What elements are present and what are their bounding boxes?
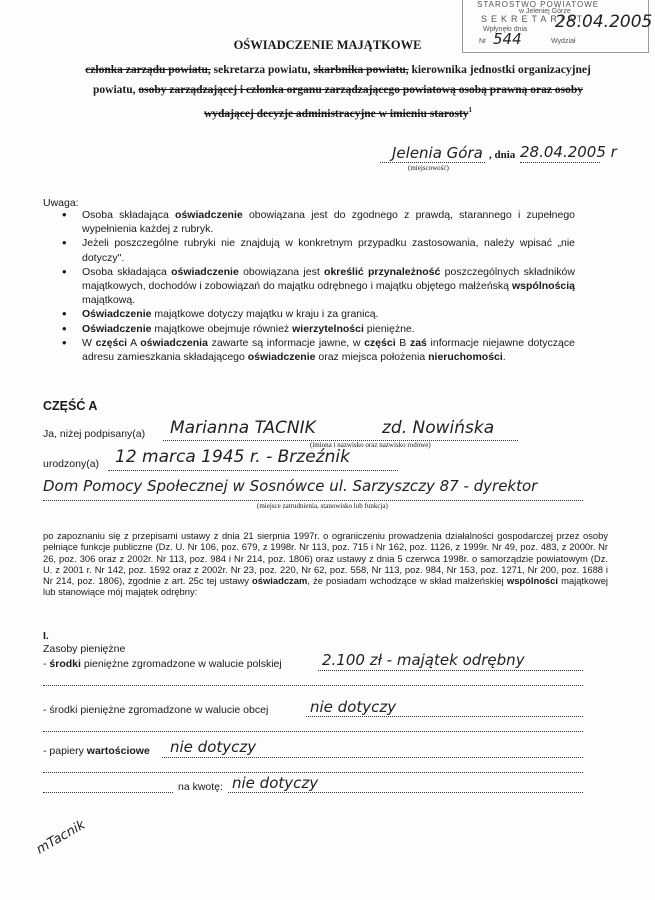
note-item: • Osoba składająca oświadczenie obowiązana jest określić przynależność poszczególnych składników majątkowych, dochodów i zobowiązań do majątku odrębnego i majątku objętego małżeńską wspólnością majątkową.: [60, 265, 575, 308]
pln-funds-dotted-line-2: [43, 685, 583, 686]
employment-caption: (miejsce zatrudnienia, stanowisko lub funkcja): [257, 502, 388, 510]
subtitle-part-2: sekretarza powiatu,: [210, 64, 314, 76]
note-item: • Oświadczenie majątkowe dotyczy majątku w kraju i za granicą.: [60, 307, 575, 321]
foreign-funds-label: - środki pieniężne zgromadzone w walucie obcej: [43, 704, 269, 716]
subtitle-struck-5: osoby zarządzającej i członka organu zarządzającego powiatową osobą prawną oraz osoby wydającej decyzje administracyjne w imieniu starosty: [138, 84, 583, 120]
date-label: , dnia: [489, 149, 516, 161]
document-subtitle: [78, 60, 598, 124]
subtitle-footnote: 1: [468, 106, 473, 114]
note-item: • Osoba składająca oświadczenie obowiązana jest do zgodnego z prawdą, starannego i zupełnego wypełnienia każdej z rubryk.: [60, 208, 575, 236]
name-caption: (imiona i nazwisko oraz nazwisko rodowe): [310, 441, 431, 449]
section-a-heading: CZĘŚĆ A: [43, 399, 98, 413]
place-dotted-line: [380, 162, 485, 163]
foreign-funds-handwritten: nie dotyczy: [310, 698, 397, 716]
note-item: • Oświadczenie majątkowe obejmuje również wierzytelności pieniężne.: [60, 322, 575, 336]
foreign-funds-dotted-line-2: [43, 731, 583, 732]
document-title: OŚWIADCZENIE MAJĄTKOWE: [233, 38, 422, 52]
pln-funds-dotted-line: [318, 670, 583, 671]
foreign-funds-dotted-line: [306, 716, 583, 717]
place-handwritten: Jelenia Góra: [392, 144, 483, 162]
amount-dotted-line-left: [43, 792, 173, 793]
pln-funds-label: - środki pieniężne zgromadzone w walucie polskiej: [43, 658, 282, 670]
subtitle-struck-3: skarbnika powiatu,: [313, 64, 409, 76]
pln-funds-handwritten: 2.100 zł - majątek odrębny: [322, 651, 525, 669]
place-caption: (miejscowość): [408, 164, 449, 172]
date-handwritten: 28.04.2005 r: [520, 143, 617, 161]
securities-dotted-line-2: [43, 772, 583, 773]
notes-list: [60, 208, 575, 364]
legal-basis-paragraph: po zapoznaniu się z przepisami ustawy z dnia 21 sierpnia 1997r. o ograniczeniu prowadzenia działalności gospodarczej przez osoby pełniące funkcje publiczne (Dz. U. Nr 106, poz. 679, z 1998r. Nr 113, poz. 715 i Nr 162, poz. 1126, z 1999r. Nr 49, poz. 483, z 2000r. Nr 26, poz. 306 oraz z 2002r. Nr 113, poz. 984 i Nr 214, poz. 1806) oraz ustawy z dnia 5 czerwca 1998r. o samorządzie powiatowym (Dz. U. z 2001 r. Nr 142, poz. 1592 oraz z 2002r. Nr 23, poz. 220, Nr 62, poz. 558, Nr 113, poz. 984, Nr 153, poz. 1271, Nr 200, poz. 1688 i Nr 214, poz. 1806), zgodnie z art. 25c tej ustawy oświadczam, że posiadam wchodzące w skład małżeńskiej wspólności majątkowej lub stanowiące mój majątek odrębny:: [43, 530, 608, 598]
stamp-department-label: Wydział: [551, 38, 576, 45]
born-label: urodzony(a): [43, 458, 100, 470]
subtitle-part-4: kierownika jednostki organizacyjnej powiatu,: [93, 64, 591, 96]
stamp-office: STAROSTWO POWIATOWE: [477, 0, 600, 9]
notes-heading: Uwaga:: [43, 197, 79, 209]
note-item: • W części A oświadczenia zawarte są informacje jawne, w części B zaś informacje niejawne dotyczące adresu zamieszkania składającego oświadczenie oraz miejsca położenia nieruchomości.: [60, 336, 575, 364]
name-label: Ja, niżej podpisany(a): [43, 428, 146, 440]
stamp-received-label: Wpłynęło dnia: [483, 26, 527, 33]
securities-handwritten: nie dotyczy: [170, 738, 257, 756]
amount-dotted-line: [228, 792, 583, 793]
initials-signature: mTacnik: [33, 817, 88, 858]
amount-label: na kwotę:: [178, 781, 223, 793]
stamp-number-label: Nr: [479, 38, 487, 45]
securities-dotted-line: [162, 757, 583, 758]
maiden-name-handwritten: zd. Nowińska: [382, 418, 495, 438]
born-handwritten: 12 marca 1945 r. - Brzeźnik: [115, 447, 350, 467]
stamp-secretariat: SEKRETARIAT: [481, 14, 587, 24]
name-handwritten: Marianna TACNIK: [170, 418, 316, 438]
employment-handwritten: Dom Pomocy Społecznej w Sosnówce ul. Sarzyszczy 87 - dyrektor: [43, 477, 538, 495]
securities-label: - papiery wartościowe: [43, 745, 150, 757]
born-dotted-line: [108, 470, 398, 471]
stamp-city: w Jeleniej Górze: [519, 8, 571, 15]
stamp-number-handwritten: 544: [493, 30, 522, 48]
section-1-heading: Zasoby pieniężne: [43, 643, 126, 655]
stamp-date-handwritten: 28.04.2005: [555, 12, 653, 32]
note-item: • Jeżeli poszczególne rubryki nie znajdują w konkretnym przypadku zastosowania, należy wpisać „nie dotyczy".: [60, 236, 575, 264]
amount-handwritten: nie dotyczy: [232, 774, 319, 792]
employment-dotted-line: [43, 500, 583, 501]
date-dotted-line: [520, 162, 600, 163]
subtitle-struck-1: członka zarządu powiatu,: [85, 64, 211, 76]
section-1-number: I.: [43, 630, 49, 642]
